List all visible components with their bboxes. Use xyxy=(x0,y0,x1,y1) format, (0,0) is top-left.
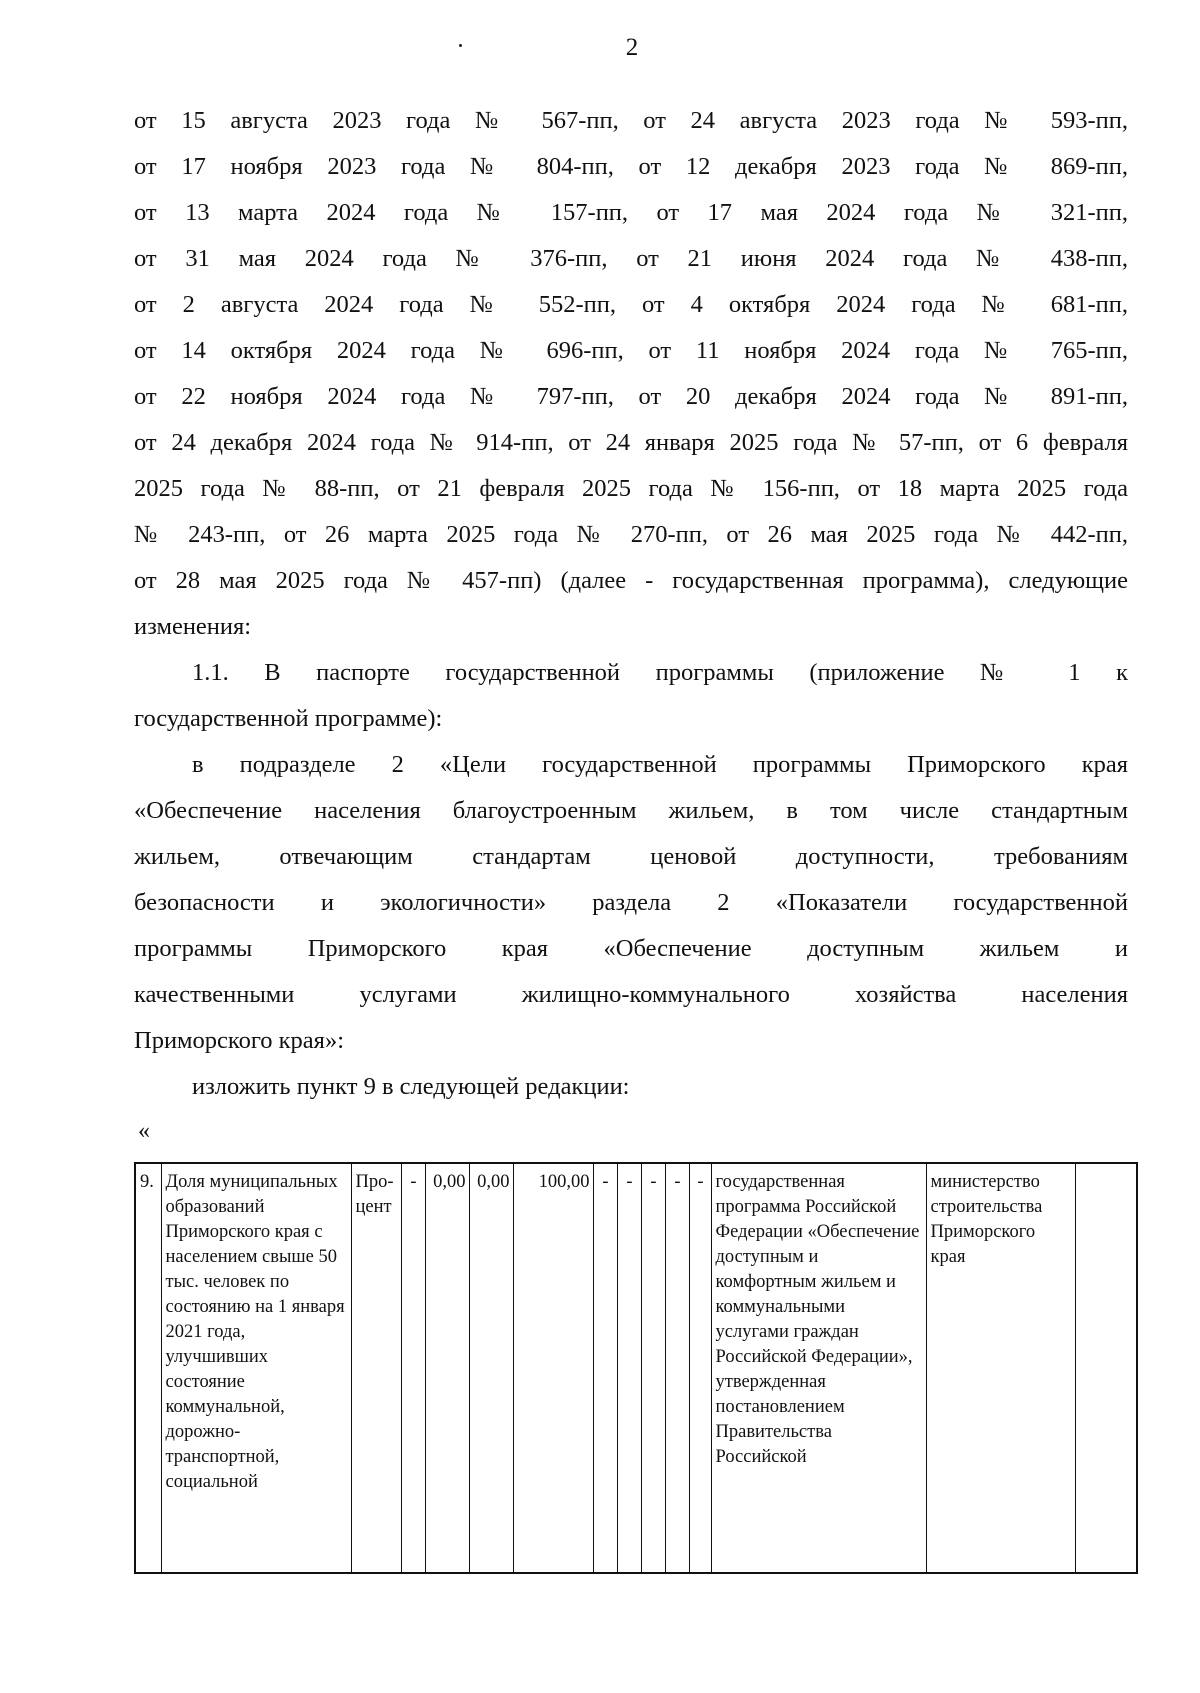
text-line: от 14 октября 2024 года № 696-пп, от 11 ноября 2024 года № 765-пп, xyxy=(134,337,1128,364)
text-line: в подразделе 2 «Цели государственной программы Приморского края xyxy=(192,751,1128,778)
indicator-name: Доля муниципальных образований Приморского края с населением свыше 50 тыс. человек по состоянию на 1 января 2021 года, улучшивших состояние коммунальной, дорожно-транспортной, социальной xyxy=(161,1163,351,1573)
document-body xyxy=(134,98,1128,1110)
text-line: безопасности и экологичности» раздела 2 «Показатели государственной xyxy=(134,889,1128,916)
text-line: от 22 ноября 2024 года № 797-пп, от 20 декабря 2024 года № 891-пп, xyxy=(134,383,1128,410)
value-cell: 0,00 xyxy=(425,1163,469,1573)
value-cell: - xyxy=(593,1163,617,1573)
value-cell: - xyxy=(689,1163,711,1573)
value-cell: 100,00 xyxy=(513,1163,593,1573)
text-line: от 17 ноября 2023 года № 804-пп, от 12 декабря 2023 года № 869-пп, xyxy=(134,153,1128,180)
text-line: от 2 августа 2024 года № 552-пп, от 4 октября 2024 года № 681-пп, xyxy=(134,291,1128,318)
text-line: изменения: xyxy=(134,613,252,640)
text-line: Приморского края»: xyxy=(134,1027,345,1054)
text-line: от 24 декабря 2024 года № 914-пп, от 24 января 2025 года № 57-пп, от 6 февраля xyxy=(134,429,1128,456)
value-cell: - xyxy=(617,1163,641,1573)
indicator-table xyxy=(134,1162,1138,1574)
text-line: программы Приморского края «Обеспечение доступным жильем и xyxy=(134,935,1128,962)
value-cell: 0,00 xyxy=(469,1163,513,1573)
text-line: жильем, отвечающим стандартам ценовой доступности, требованиям xyxy=(134,843,1128,870)
table-row xyxy=(135,1163,1137,1573)
text-line: № 243-пп, от 26 марта 2025 года № 270-пп, от 26 мая 2025 года № 442-пп, xyxy=(134,521,1128,548)
opening-quote: « xyxy=(138,1118,150,1144)
program-cell: государственная программа Российской Федерации «Обеспечение доступным и комфортным жильем и коммунальными услугами граждан Российской Федерации», утвержденная постановлением Правительства Российской xyxy=(711,1163,926,1573)
text-line: изложить пункт 9 в следующей редакции: xyxy=(192,1073,630,1100)
responsible-cell: министерство строительства Приморского края xyxy=(926,1163,1075,1573)
page-number: 2 xyxy=(625,34,639,61)
text-line: 1.1. В паспорте государственной программы (приложение № 1 к xyxy=(192,659,1128,686)
value-cell: - xyxy=(665,1163,689,1573)
text-line: от 13 марта 2024 года № 157-пп, от 17 мая 2024 года № 321-пп, xyxy=(134,199,1128,226)
unit-cell: Про-цент xyxy=(351,1163,401,1573)
scan-speck xyxy=(459,44,462,47)
value-cell: - xyxy=(641,1163,665,1573)
text-line: от 28 мая 2025 года № 457-пп) (далее - государственная программа), следующие xyxy=(134,567,1128,594)
text-line: от 15 августа 2023 года № 567-пп, от 24 августа 2023 года № 593-пп, xyxy=(134,107,1128,134)
value-cell: - xyxy=(401,1163,425,1573)
text-line: 2025 года № 88-пп, от 21 февраля 2025 года № 156-пп, от 18 марта 2025 года xyxy=(134,475,1128,502)
text-line: от 31 мая 2024 года № 376-пп, от 21 июня 2024 года № 438-пп, xyxy=(134,245,1128,272)
text-line: «Обеспечение населения благоустроенным жильем, в том числе стандартным xyxy=(134,797,1128,824)
row-number: 9. xyxy=(135,1163,161,1573)
text-line: качественными услугами жилищно-коммунального хозяйства населения xyxy=(134,981,1128,1008)
text-line: государственной программе): xyxy=(134,705,443,732)
empty-cell xyxy=(1075,1163,1137,1573)
